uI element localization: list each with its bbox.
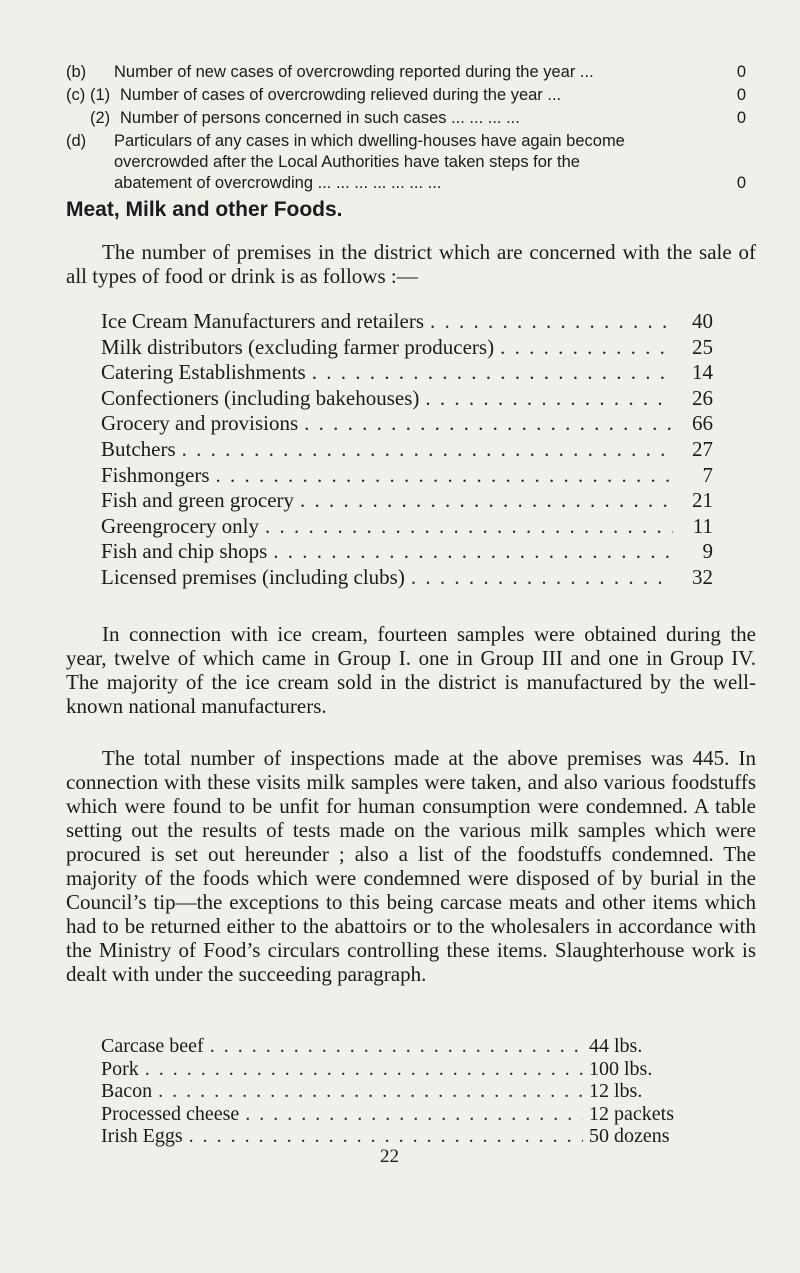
premises-row <box>101 360 713 386</box>
premises-count: 66 <box>692 411 713 436</box>
food-quantity: 12 packets <box>589 1102 674 1125</box>
dot-leader <box>419 386 673 412</box>
overcrowding-row-d <box>66 131 746 194</box>
ice-cream-paragraph: In connection with ice cream, fourteen samples were obtained during the year, twelve of which came in Group I. one in Group III and one in Group IV. The majority of the ice cream sold in the district is manufactured by the well-known national manufacturers. <box>66 622 756 718</box>
premises-count: 26 <box>692 385 713 410</box>
food-label: Processed cheese <box>101 1102 240 1125</box>
food-quantity: 50 dozens <box>589 1125 670 1147</box>
condemned-food-row <box>101 1058 701 1081</box>
dot-leader <box>152 1080 583 1103</box>
food-quantity: 100 lbs. <box>589 1057 653 1080</box>
premises-label: Fishmongers <box>101 462 210 487</box>
item-sublabel: (2) <box>90 109 111 127</box>
premises-label: Catering Establishments <box>101 360 306 385</box>
condemned-foods-table <box>101 1035 701 1148</box>
premises-count: 9 <box>702 539 713 564</box>
premises-label: Milk distributors (excluding farmer producers) <box>101 334 495 359</box>
item-text: Number of persons concerned in such cases ... ... ... ... <box>120 109 520 127</box>
dot-leader <box>183 1125 583 1148</box>
dot-leader <box>259 514 673 540</box>
dot-leader <box>139 1058 583 1081</box>
premises-label: Ice Cream Manufacturers and retailers <box>101 309 424 333</box>
section-heading: Meat, Milk and other Foods. <box>66 198 343 221</box>
dot-leader <box>405 565 673 591</box>
premises-label: Grocery and provisions <box>101 411 299 436</box>
food-label: Irish Eggs <box>101 1125 183 1147</box>
item-text: Number of cases of overcrowding relieved during the year ... <box>120 86 562 104</box>
item-value: 0 <box>736 174 746 192</box>
food-label: Carcase beef <box>101 1035 204 1057</box>
overcrowding-row-c1 <box>66 85 746 106</box>
premises-label: Licensed premises (including clubs) <box>101 564 405 589</box>
food-quantity: 12 lbs. <box>589 1080 643 1102</box>
premises-count: 7 <box>702 462 713 487</box>
premises-count: 27 <box>692 436 713 461</box>
overcrowding-row-b <box>66 62 746 83</box>
food-label: Pork <box>101 1057 139 1080</box>
dot-leader <box>494 335 673 361</box>
premises-row <box>101 539 713 565</box>
premises-count: 21 <box>692 488 713 513</box>
dot-leader <box>239 1103 583 1126</box>
premises-intro-paragraph: The number of premises in the district which are concerned with the sale of all types of food or drink is as follows :— <box>66 240 756 288</box>
premises-label: Confectioners (including bakehouses) <box>101 385 420 410</box>
item-value: 0 <box>736 63 746 81</box>
premises-row <box>101 488 713 514</box>
premises-label: Butchers <box>101 436 176 461</box>
dot-leader <box>424 309 673 335</box>
item-label: (c) <box>66 86 86 104</box>
premises-row <box>101 411 713 437</box>
dot-leader <box>298 411 673 437</box>
item-label: (b) <box>66 63 87 81</box>
dot-leader <box>306 360 673 386</box>
premises-count: 25 <box>692 334 713 359</box>
item-value: 0 <box>736 86 746 104</box>
premises-label: Fish and chip shops <box>101 539 268 564</box>
dot-leader <box>267 539 673 565</box>
premises-row <box>101 514 713 540</box>
premises-count: 14 <box>692 360 713 385</box>
premises-count: 40 <box>692 309 713 333</box>
premises-row <box>101 463 713 489</box>
item-text <box>114 131 716 194</box>
item-label: (d) <box>66 132 87 150</box>
premises-row <box>101 437 713 463</box>
item-text-line: overcrowded after the Local Authorities have taken steps for the <box>114 153 580 171</box>
item-sublabel: (1) <box>90 86 111 104</box>
dot-leader <box>176 437 673 463</box>
item-text-line: abatement of overcrowding ... ... ... ... ... ... ... <box>114 174 442 192</box>
dot-leader <box>204 1035 583 1058</box>
item-text: Number of new cases of overcrowding reported during the year ... <box>114 63 594 81</box>
inspections-paragraph: The total number of inspections made at the above premises was 445. In connection with these visits milk samples were taken, and also various foodstuffs which were found to be unfit for human consumption were condemned. A table setting out the results of tests made on the various milk samples which were procured is set out hereunder ; also a list of the foodstuffs condemned. The majority of the foods which were condemned were disposed of by burial in the Council’s tip—the exceptions to this being carcase meats and other items which had to be returned either to the abattoirs or to the wholesalers in accordance with the Ministry of Food’s circulars controlling these items. Slaughterhouse work is dealt with under the succeeding paragraph. <box>66 746 756 986</box>
premises-row <box>101 309 713 335</box>
page-number: 22 <box>380 1146 399 1167</box>
item-value: 0 <box>736 109 746 127</box>
premises-label: Fish and green grocery <box>101 488 295 513</box>
premises-row <box>101 565 713 591</box>
premises-count: 32 <box>692 564 713 589</box>
premises-table <box>101 309 713 591</box>
item-text-line: Particulars of any cases in which dwelling-houses have again become <box>114 132 625 150</box>
condemned-food-row <box>101 1103 701 1126</box>
premises-count: 11 <box>692 513 713 538</box>
food-quantity: 44 lbs. <box>589 1035 643 1057</box>
premises-row <box>101 386 713 412</box>
condemned-food-row <box>101 1035 701 1058</box>
food-label: Bacon <box>101 1080 153 1102</box>
overcrowding-list <box>66 62 746 196</box>
condemned-food-row <box>101 1125 701 1148</box>
overcrowding-row-c2 <box>66 108 746 129</box>
dot-leader <box>210 463 673 489</box>
dot-leader <box>294 488 673 514</box>
premises-label: Greengrocery only <box>101 513 260 538</box>
condemned-food-row <box>101 1080 701 1103</box>
premises-row <box>101 335 713 361</box>
